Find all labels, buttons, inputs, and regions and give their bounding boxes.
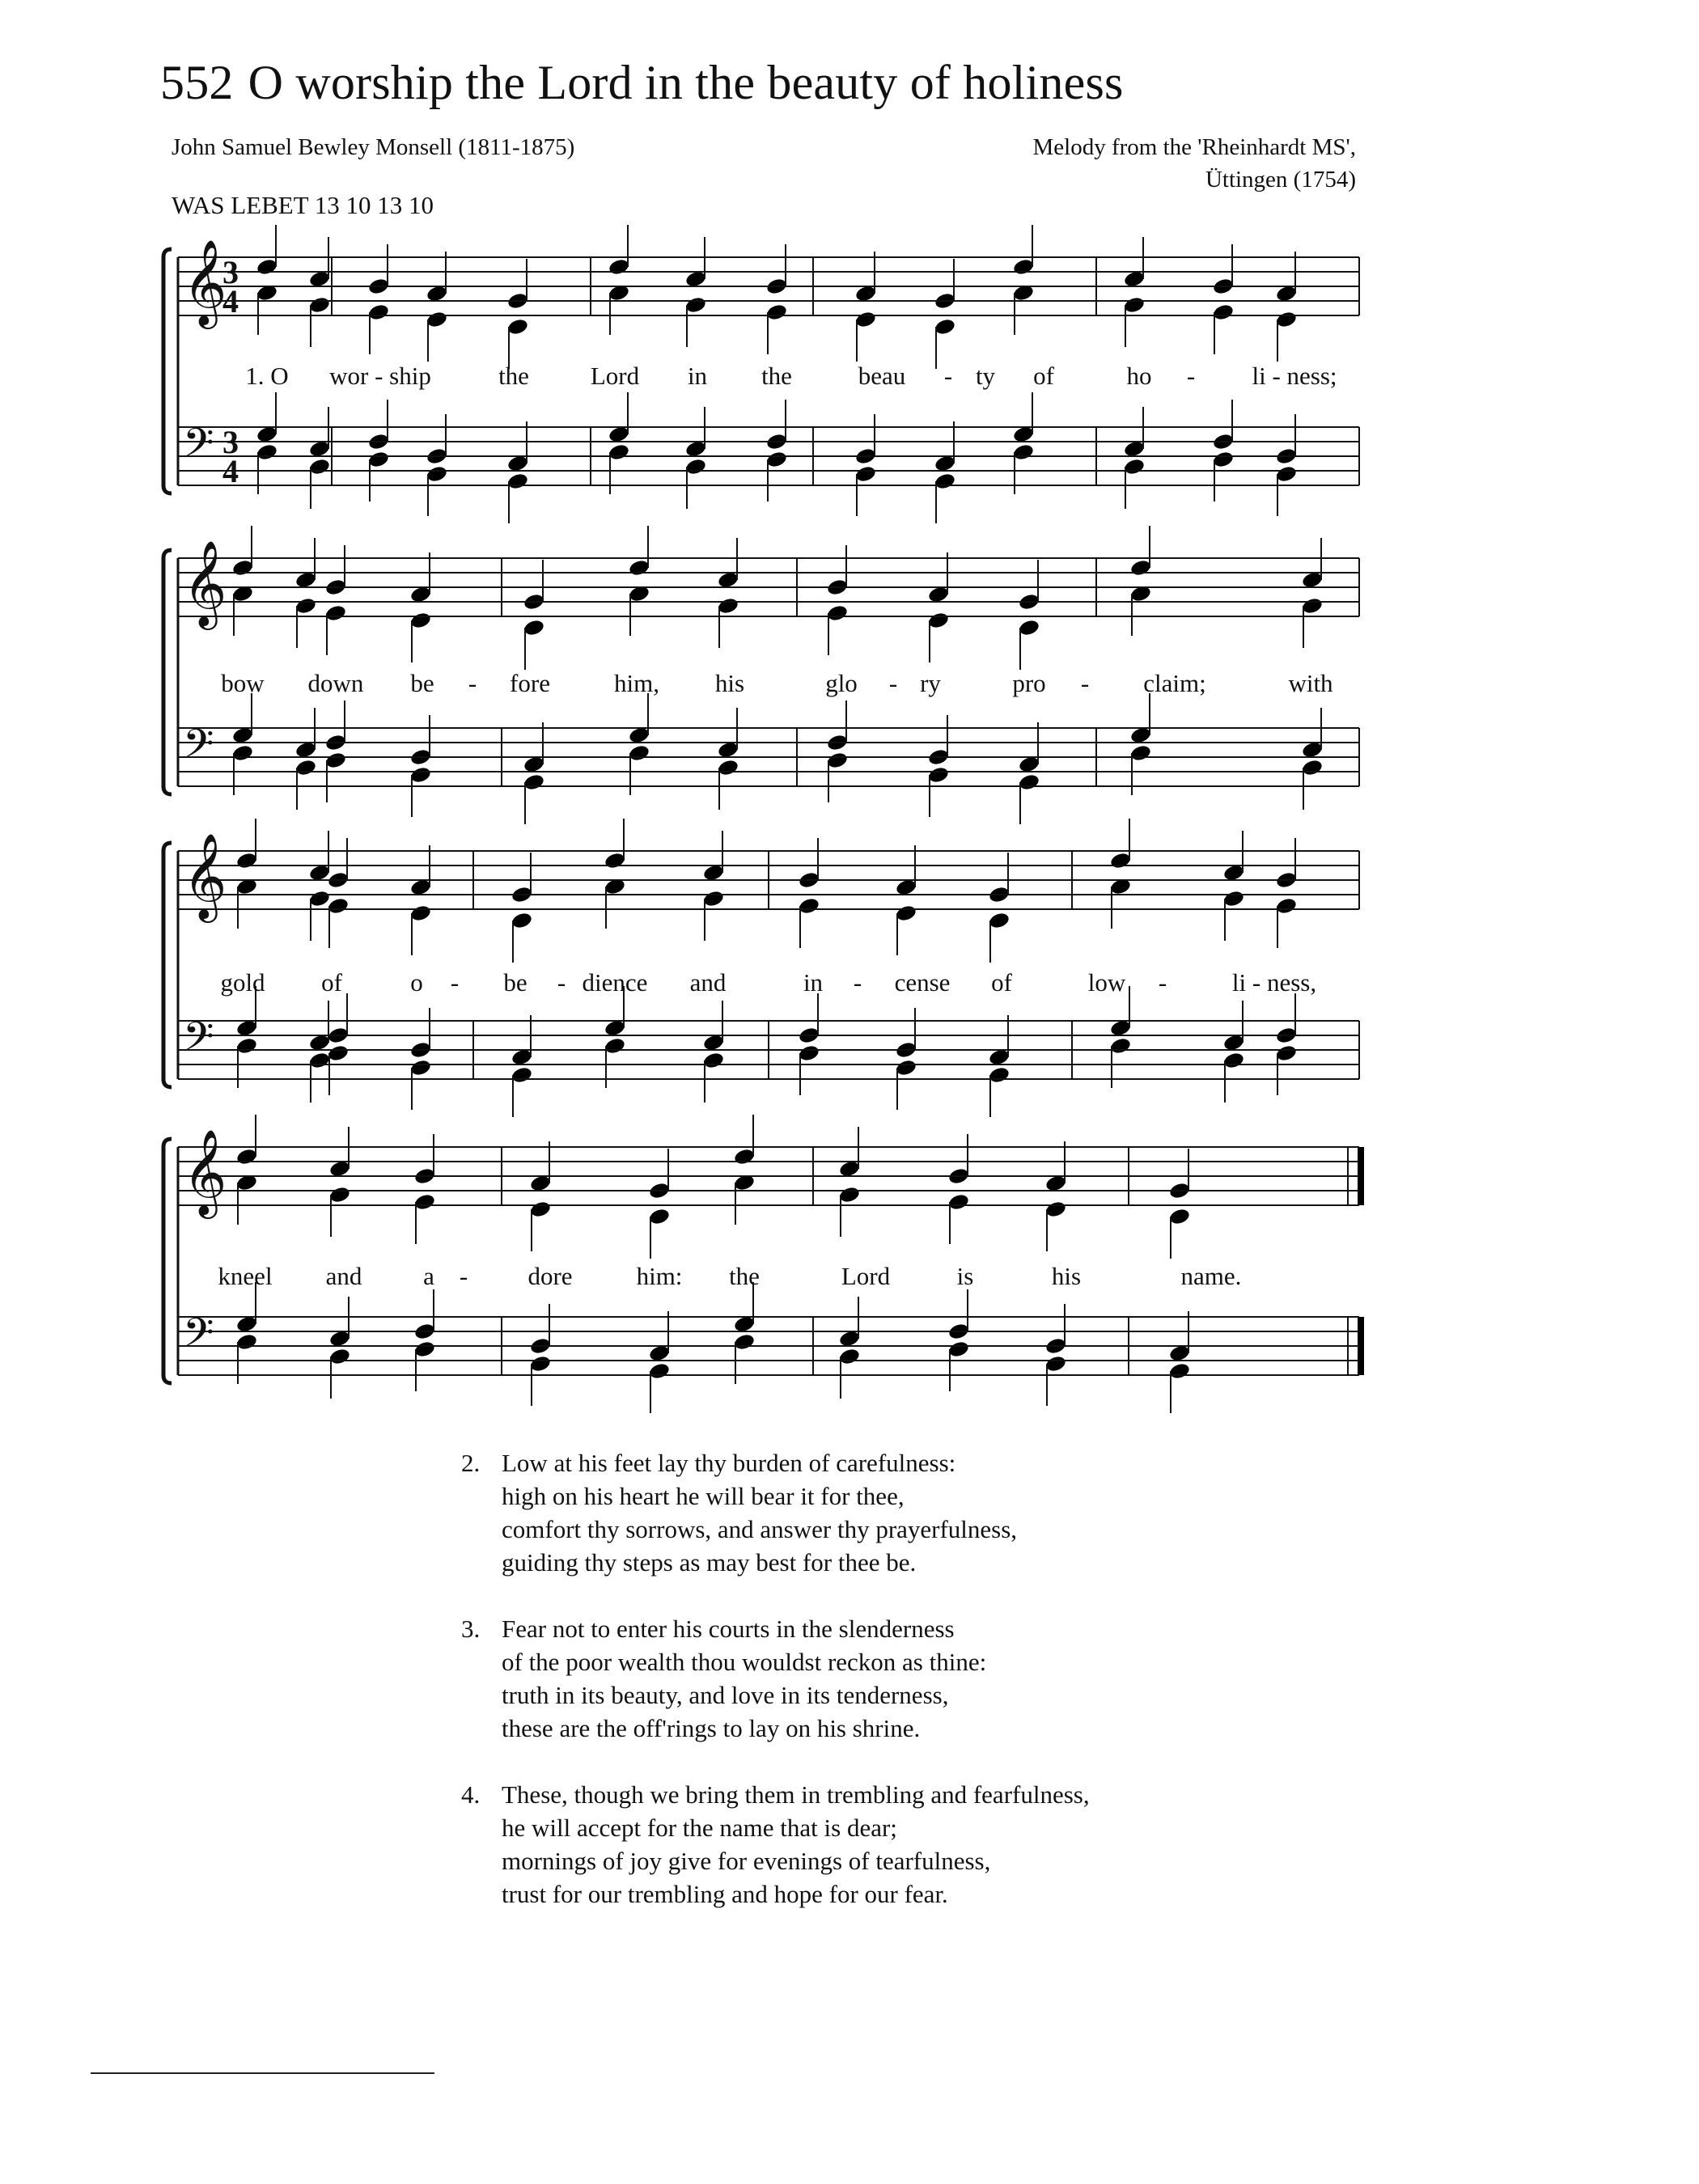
notehead bbox=[529, 1200, 552, 1218]
treble-staff bbox=[178, 239, 1359, 329]
lyric-syllable: of bbox=[991, 968, 1012, 997]
lyric-syllable: be bbox=[503, 968, 527, 997]
lyric-syllable: ty bbox=[975, 362, 996, 390]
bass-clef: 𝄢 bbox=[183, 721, 214, 777]
verse-line: these are the off'rings to lay on his shrine. bbox=[502, 1714, 921, 1742]
notehead bbox=[838, 1347, 861, 1365]
notehead bbox=[1301, 758, 1324, 777]
notehead bbox=[294, 758, 317, 777]
notehead bbox=[838, 1185, 861, 1204]
bass-clef: 𝄢 bbox=[183, 420, 214, 476]
time-signature-bottom: 4 bbox=[222, 283, 239, 320]
bass-staff bbox=[178, 721, 1359, 786]
music-system-4 bbox=[163, 1115, 1364, 1413]
lyric-syllable: - bbox=[450, 968, 460, 997]
lyric-syllable: down bbox=[307, 669, 364, 697]
lyric-syllable: dore bbox=[527, 1262, 573, 1290]
lyric-syllable: - bbox=[1080, 669, 1090, 697]
notehead bbox=[1018, 772, 1040, 791]
lyric-syllable: be bbox=[410, 669, 434, 697]
notehead bbox=[327, 1043, 350, 1062]
notehead bbox=[1109, 851, 1132, 870]
lyric-syllable: in bbox=[687, 362, 708, 390]
notehead bbox=[256, 442, 278, 461]
lyric-syllable: in bbox=[803, 968, 824, 997]
notehead bbox=[702, 1051, 725, 1069]
notehead bbox=[604, 851, 626, 870]
notehead bbox=[523, 772, 545, 791]
system-bracket bbox=[163, 249, 172, 493]
verse-line: he will accept for the name that is dear; bbox=[502, 1814, 897, 1842]
notehead bbox=[308, 457, 331, 476]
notehead bbox=[529, 1354, 552, 1373]
hymn-title-text: O worship the Lord in the beauty of holiness bbox=[248, 56, 1124, 109]
notehead bbox=[1109, 1036, 1132, 1055]
notehead bbox=[409, 1058, 432, 1077]
notehead bbox=[854, 464, 877, 483]
lyric-syllable: his bbox=[1051, 1262, 1082, 1290]
treble-clef: 𝄞 bbox=[183, 239, 227, 325]
lyric-syllable: and bbox=[325, 1262, 362, 1290]
notehead bbox=[324, 751, 347, 769]
lyric-syllable: - bbox=[557, 968, 566, 997]
notehead bbox=[854, 310, 877, 328]
notehead bbox=[826, 751, 849, 769]
time-signature-top: 3 bbox=[222, 254, 239, 290]
notehead bbox=[927, 611, 950, 629]
notehead bbox=[988, 911, 1011, 929]
notehead bbox=[684, 295, 707, 314]
notehead bbox=[895, 904, 917, 922]
notehead bbox=[934, 317, 956, 336]
notehead bbox=[235, 1147, 258, 1166]
music-system-2 bbox=[163, 526, 1359, 824]
notehead bbox=[1044, 1354, 1067, 1373]
notehead bbox=[256, 257, 278, 276]
notehead bbox=[426, 310, 448, 328]
verse-line: comfort thy sorrows, and answer thy prayerfulness, bbox=[502, 1515, 1018, 1543]
notehead bbox=[702, 889, 725, 908]
notehead bbox=[511, 911, 533, 929]
lyric-syllable: the bbox=[498, 362, 529, 390]
lyric-syllable: of bbox=[321, 968, 342, 997]
verse-line: trust for our trembling and hope for our fear. bbox=[502, 1880, 948, 1908]
lyric-syllable: li - ness, bbox=[1231, 968, 1317, 997]
notehead bbox=[604, 1036, 626, 1055]
verse-line: of the poor wealth thou wouldst reckon as thine: bbox=[502, 1648, 987, 1676]
music-system-3 bbox=[163, 819, 1359, 1117]
lyric-syllable: Lord bbox=[590, 362, 640, 390]
notehead bbox=[1275, 310, 1298, 328]
notehead bbox=[324, 603, 347, 622]
notehead bbox=[1168, 1207, 1191, 1225]
music-system-1 bbox=[163, 225, 1359, 523]
notehead bbox=[1012, 257, 1035, 276]
verse-2 bbox=[461, 1446, 1090, 1579]
notehead bbox=[235, 851, 258, 870]
treble-staff bbox=[178, 1128, 1359, 1219]
verse-number: 4. bbox=[461, 1780, 481, 1809]
verse-line: Fear not to enter his courts in the slenderness bbox=[502, 1615, 955, 1643]
notehead bbox=[826, 603, 849, 622]
lyric-syllable: wor - ship bbox=[329, 362, 431, 390]
lyric-syllable: beau bbox=[858, 362, 906, 390]
notehead bbox=[413, 1192, 436, 1211]
verse-line: Low at his feet lay thy burden of carefulness: bbox=[502, 1449, 956, 1477]
lyric-syllable: him, bbox=[614, 669, 659, 697]
notehead bbox=[1212, 450, 1235, 468]
lyric-syllable: his bbox=[714, 669, 745, 697]
lyric-syllable: with bbox=[1288, 669, 1333, 697]
notehead bbox=[231, 743, 254, 762]
notehead bbox=[927, 765, 950, 784]
notehead bbox=[235, 1036, 258, 1055]
hymn-number: 552 bbox=[160, 56, 234, 109]
lyric-syllable: - bbox=[1186, 362, 1196, 390]
notehead bbox=[1275, 896, 1298, 915]
notehead bbox=[409, 611, 432, 629]
melody-source-place: Üttingen (1754) bbox=[1205, 167, 1356, 193]
lyric-syllable: 1. O bbox=[245, 362, 289, 390]
lyric-syllable: is bbox=[956, 1262, 974, 1290]
lyric-syllable: of bbox=[1033, 362, 1054, 390]
verse-3 bbox=[461, 1612, 1090, 1745]
lyric-syllable: low bbox=[1087, 968, 1126, 997]
notehead bbox=[328, 1347, 351, 1365]
treble-clef: 𝄞 bbox=[183, 832, 227, 919]
notehead bbox=[1222, 1051, 1245, 1069]
lyric-syllable: and bbox=[689, 968, 727, 997]
notehead bbox=[717, 596, 739, 615]
verse-4 bbox=[461, 1778, 1090, 1911]
footer-rule bbox=[91, 2072, 434, 2074]
bass-clef: 𝄢 bbox=[183, 1310, 214, 1366]
lyric-syllable: the bbox=[729, 1262, 760, 1290]
lyric-syllable: - bbox=[468, 669, 477, 697]
notehead bbox=[367, 303, 390, 321]
lyric-syllable: claim; bbox=[1143, 669, 1206, 697]
notehead bbox=[895, 1058, 917, 1077]
notehead bbox=[765, 450, 788, 468]
system-bracket bbox=[163, 843, 172, 1087]
verse-number: 2. bbox=[461, 1449, 481, 1477]
bass-clef: 𝄢 bbox=[183, 1014, 214, 1070]
lyric-syllable: kneel bbox=[218, 1262, 273, 1290]
notehead bbox=[308, 295, 331, 314]
lyric-syllable: ry bbox=[920, 669, 941, 697]
notehead bbox=[608, 442, 630, 461]
notehead bbox=[294, 596, 317, 615]
notehead bbox=[684, 457, 707, 476]
lyric-syllable: bow bbox=[221, 669, 265, 697]
notehead bbox=[328, 1185, 351, 1204]
notehead bbox=[426, 464, 448, 483]
notehead bbox=[1044, 1200, 1067, 1218]
notehead bbox=[1168, 1361, 1191, 1380]
verses bbox=[461, 1446, 1090, 1944]
lyric-syllable: - bbox=[1158, 968, 1167, 997]
notehead bbox=[1012, 442, 1035, 461]
lyric-syllable: - bbox=[459, 1262, 468, 1290]
lyric-syllable: fore bbox=[510, 669, 550, 697]
notehead bbox=[506, 317, 529, 336]
lyric-syllable: li - ness; bbox=[1252, 362, 1337, 390]
time-signature-top: 3 bbox=[222, 424, 239, 460]
tune-name: WAS LEBET 13 10 13 10 bbox=[172, 191, 434, 219]
melody-source: Melody from the 'Rheinhardt MS', bbox=[1032, 134, 1356, 160]
notehead bbox=[523, 618, 545, 637]
notehead bbox=[947, 1192, 970, 1211]
notehead bbox=[413, 1340, 436, 1358]
notehead bbox=[717, 758, 739, 777]
verse-line: mornings of joy give for evenings of tearfulness, bbox=[502, 1847, 991, 1875]
notehead bbox=[367, 450, 390, 468]
notehead bbox=[628, 743, 650, 762]
system-bracket bbox=[163, 1139, 172, 1383]
lyric-syllable: ho bbox=[1126, 362, 1152, 390]
notehead bbox=[1212, 303, 1235, 321]
notehead bbox=[733, 1332, 756, 1351]
notehead bbox=[235, 1332, 258, 1351]
lyric-syllable: o bbox=[410, 968, 423, 997]
notehead bbox=[648, 1207, 671, 1225]
notehead bbox=[308, 889, 331, 908]
verse-line: truth in its beauty, and love in its tenderness, bbox=[502, 1681, 949, 1709]
notehead bbox=[308, 1051, 331, 1069]
verse-line: high on his heart he will bear it for thee, bbox=[502, 1482, 905, 1510]
author-credit: John Samuel Bewley Monsell (1811-1875) bbox=[172, 134, 575, 160]
lyric-syllable: - bbox=[853, 968, 862, 997]
lyric-syllable: dience bbox=[582, 968, 648, 997]
notehead bbox=[628, 558, 650, 577]
notehead bbox=[506, 472, 529, 490]
treble-clef: 𝄞 bbox=[183, 540, 227, 626]
notehead bbox=[1129, 558, 1152, 577]
notehead bbox=[1275, 464, 1298, 483]
notehead bbox=[1018, 618, 1040, 637]
notehead bbox=[1129, 743, 1152, 762]
lyric-syllable: Lord bbox=[841, 1262, 891, 1290]
notehead bbox=[934, 472, 956, 490]
notehead bbox=[733, 1147, 756, 1166]
lyric-syllable: cense bbox=[894, 968, 951, 997]
notehead bbox=[1222, 889, 1245, 908]
lyric-syllable: gold bbox=[220, 968, 265, 997]
treble-staff bbox=[178, 540, 1359, 630]
notehead bbox=[648, 1361, 671, 1380]
verse-number: 3. bbox=[461, 1615, 481, 1643]
notehead bbox=[947, 1340, 970, 1358]
lyric-syllable: name. bbox=[1180, 1262, 1242, 1290]
notehead bbox=[511, 1065, 533, 1084]
notehead bbox=[988, 1065, 1011, 1084]
time-signature-bottom: 4 bbox=[222, 453, 239, 489]
lyric-syllable: the bbox=[761, 362, 792, 390]
notehead bbox=[608, 257, 630, 276]
lyric-syllable: glo bbox=[825, 669, 858, 697]
lyric-syllable: pro bbox=[1012, 669, 1046, 697]
treble-clef: 𝄞 bbox=[183, 1128, 227, 1215]
notehead bbox=[231, 558, 254, 577]
notehead bbox=[1275, 1043, 1298, 1062]
system-bracket bbox=[163, 550, 172, 794]
verse-line: These, though we bring them in trembling and fearfulness, bbox=[502, 1780, 1090, 1809]
notehead bbox=[409, 765, 432, 784]
verse-line: guiding thy steps as may best for thee be. bbox=[502, 1548, 917, 1577]
lyric-syllable: him: bbox=[636, 1262, 683, 1290]
notehead bbox=[1123, 457, 1146, 476]
notehead bbox=[798, 1043, 820, 1062]
notehead bbox=[765, 303, 788, 321]
lyric-syllable: a bbox=[423, 1262, 434, 1290]
lyric-syllable: - bbox=[888, 669, 898, 697]
notehead bbox=[409, 904, 432, 922]
notehead bbox=[1301, 596, 1324, 615]
notehead bbox=[798, 896, 820, 915]
lyric-syllable: - bbox=[943, 362, 953, 390]
notehead bbox=[327, 896, 350, 915]
notehead bbox=[1123, 295, 1146, 314]
